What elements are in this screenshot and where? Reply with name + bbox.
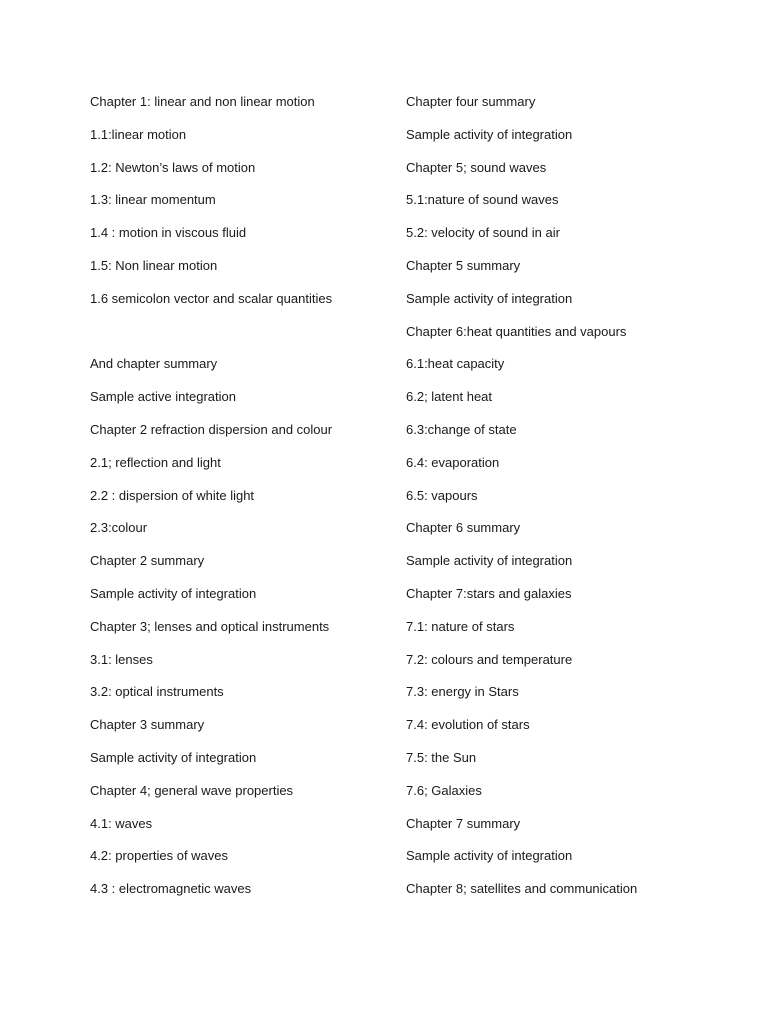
toc-line: 2.3:colour [90,520,148,536]
toc-line: 1.5: Non linear motion [90,257,218,273]
toc-left-column [90,92,390,912]
toc-line: 1.4 : motion in viscous fluid [90,225,247,241]
toc-line: And chapter summary [90,356,218,372]
toc-line: 6.3:change of state [406,421,517,437]
toc-line: Chapter 1: linear and non linear motion [90,94,315,109]
toc-line: 4.2: properties of waves [90,848,229,864]
toc-line: Chapter 8; satellites and communication [406,881,638,897]
toc-line: 7.6; Galaxies [406,782,482,798]
toc-line: 6.2; latent heat [406,389,493,405]
toc-line: Chapter 2 refraction dispersion and colour [90,421,333,437]
toc-line: Chapter 7 summary [406,815,521,831]
toc-line: 5.2: velocity of sound in air [406,225,560,241]
toc-line: Sample activity of integration [406,290,573,306]
toc-line: Chapter 3 summary [90,717,205,733]
toc-line: Chapter four summary [406,94,536,109]
toc-line: 7.4: evolution of stars [406,717,530,733]
toc-line: Chapter 4; general wave properties [90,782,294,798]
toc-line: Sample activity of integration [406,553,573,569]
toc-line: Chapter 6 summary [406,520,521,536]
toc-line: 7.1: nature of stars [406,618,515,634]
toc-line: 5.1:nature of sound waves [406,192,559,208]
toc-line: 3.1: lenses [90,651,153,667]
toc-line: 3.2: optical instruments [90,684,224,700]
toc-line: 6.1:heat capacity [406,356,505,372]
toc-line: Sample activity of integration [406,126,573,142]
toc-line: 4.3 : electromagnetic waves [90,881,252,897]
toc-line: Chapter 2 summary [90,553,205,569]
toc-line: Sample active integration [90,389,236,405]
toc-line: 6.4: evaporation [406,454,500,470]
toc-line: 7.3: energy in Stars [406,684,519,700]
toc-line: 1.2: Newton’s laws of motion [90,159,256,175]
toc-line: Chapter 5 summary [406,257,521,273]
toc-line: 7.5: the Sun [406,749,477,765]
toc-line: 2.2 : dispersion of white light [90,487,255,503]
toc-line: Sample activity of integration [90,749,257,765]
toc-line: Chapter 5; sound waves [406,159,547,175]
toc-line: 4.1: waves [90,815,153,831]
toc-line [90,322,390,355]
toc-right-column [406,92,751,912]
toc-line: 1.1:linear motion [90,126,187,142]
toc-line: Chapter 6:heat quantities and vapours [406,323,627,339]
toc-line: 7.2: colours and temperature [406,651,573,667]
toc-line: 6.5: vapours [406,487,478,503]
toc-line: 2.1; reflection and light [90,454,221,470]
toc-line: Sample activity of integration [90,585,257,601]
toc-line: 1.6 semicolon vector and scalar quantities [90,290,333,306]
toc-line: 1.3: linear momentum [90,192,216,208]
toc-line: Chapter 3; lenses and optical instruments [90,618,330,634]
toc-line: Chapter 7:stars and galaxies [406,585,572,601]
toc-line: Sample activity of integration [406,848,573,864]
